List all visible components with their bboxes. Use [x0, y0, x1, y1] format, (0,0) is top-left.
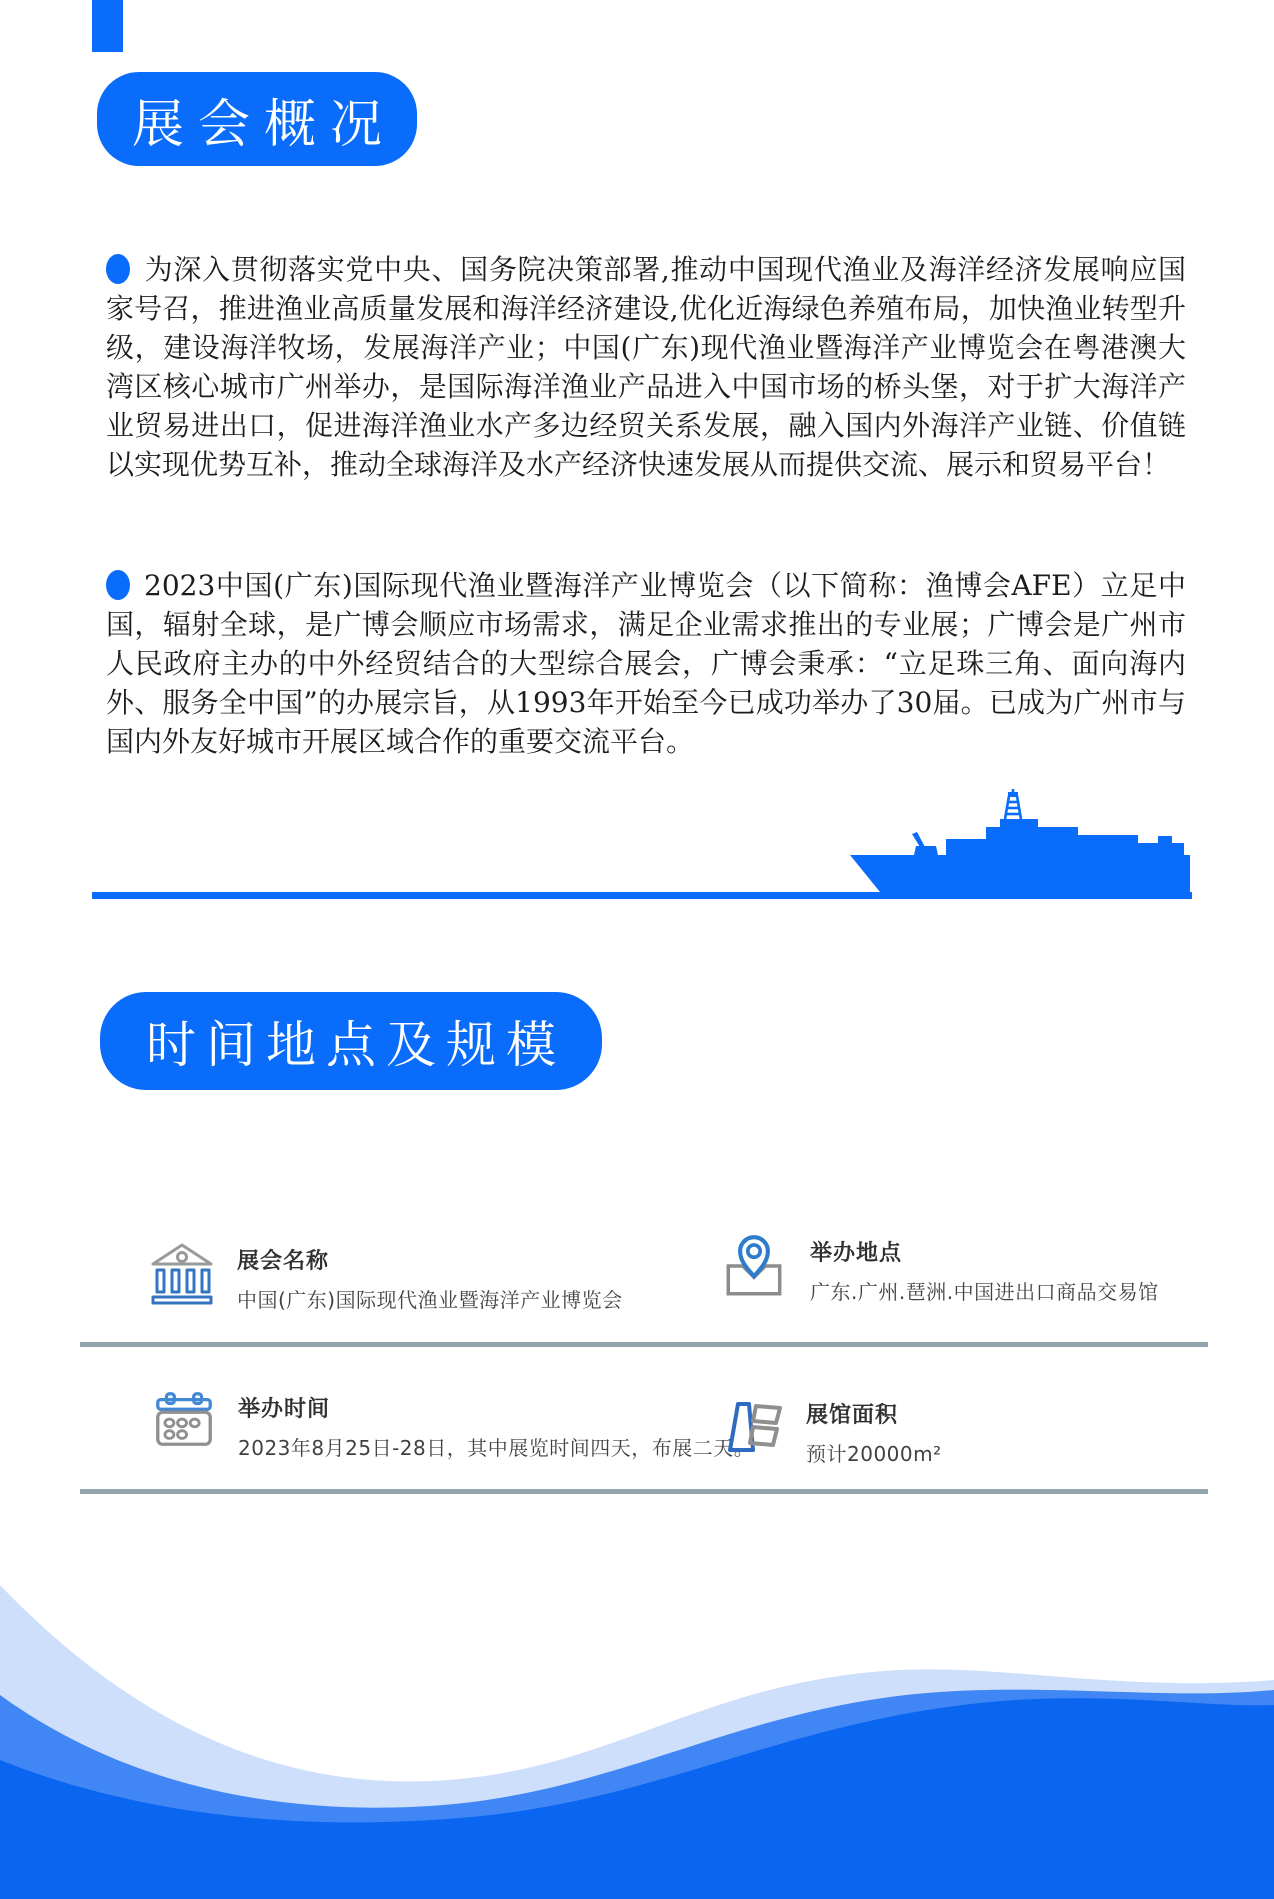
section-badge-schedule [100, 992, 602, 1090]
overview-paragraph-2 [106, 566, 1186, 761]
horizontal-rule [92, 892, 1192, 899]
info-value: 广东.广州.琶洲.中国进出口商品交易馆 [810, 1280, 1159, 1304]
info-value: 中国(广东)国际现代渔业暨海洋产业博览会 [237, 1288, 623, 1312]
ship-silhouette-icon [850, 789, 1190, 893]
info-item-venue [718, 1230, 1159, 1305]
section-badge-overview [97, 72, 417, 166]
calendar-icon [150, 1386, 218, 1454]
info-item-dates [150, 1386, 754, 1461]
map-pin-icon [718, 1230, 790, 1302]
row-divider [80, 1489, 1208, 1494]
overview-paragraph-1 [106, 250, 1186, 484]
info-title: 举办时间 [238, 1397, 331, 1422]
museum-building-icon [147, 1238, 217, 1308]
info-value: 预计20000m² [806, 1442, 942, 1466]
info-value: 2023年8月25日-28日，其中展览时间四天，布展二天。 [238, 1436, 755, 1460]
top-left-accent-mark [92, 0, 123, 52]
bullet-dot-icon [106, 570, 130, 600]
paragraph-2-text: 2023中国(广东)国际现代渔业暨海洋产业博览会（以下简称：渔博会AFE）立足中国，辐射全球，是广博会顺应市场需求，满足企业需求推出的专业展；广博会是广州市人民政府主办的中外经贸结合的大型综合展会，广博会秉承：“立足珠三角、面向海内外、服务全中国”的办展宗旨，从1993年开始至今已成功举办了30届。已成为广州市与国内外友好城市开展区域合作的重要交流平台。 [106, 569, 1186, 758]
info-title: 展会名称 [237, 1249, 330, 1274]
row-divider [80, 1342, 1208, 1347]
info-title: 举办地点 [810, 1241, 903, 1266]
section-title-overview: 展会概况 [131, 94, 396, 155]
info-item-exhibition-name [147, 1238, 623, 1313]
info-item-area [716, 1392, 942, 1467]
section-title-schedule: 时间地点及规模 [146, 1016, 566, 1074]
wave-decoration [0, 1550, 1274, 1899]
floor-area-icon [716, 1392, 786, 1462]
info-title: 展馆面积 [806, 1403, 899, 1428]
paragraph-1-text: 为深入贯彻落实党中央、国务院决策部署,推动中国现代渔业及海洋经济发展响应国家号召，推进渔业高质量发展和海洋经济建设,优化近海绿色养殖布局，加快渔业转型升级，建设海洋牧场，发展海洋产业；中国(广东)现代渔业暨海洋产业博览会在粤港澳大湾区核心城市广州举办，是国际海洋渔业产品进入中国市场的桥头堡，对于扩大海洋产业贸易进出口，促进海洋渔业水产多边经贸关系发展，融入国内外海洋产业链、价值链以实现优势互补，推动全球海洋及水产经济快速发展从而提供交流、展示和贸易平台！ [106, 253, 1186, 481]
bullet-dot-icon [106, 254, 130, 284]
